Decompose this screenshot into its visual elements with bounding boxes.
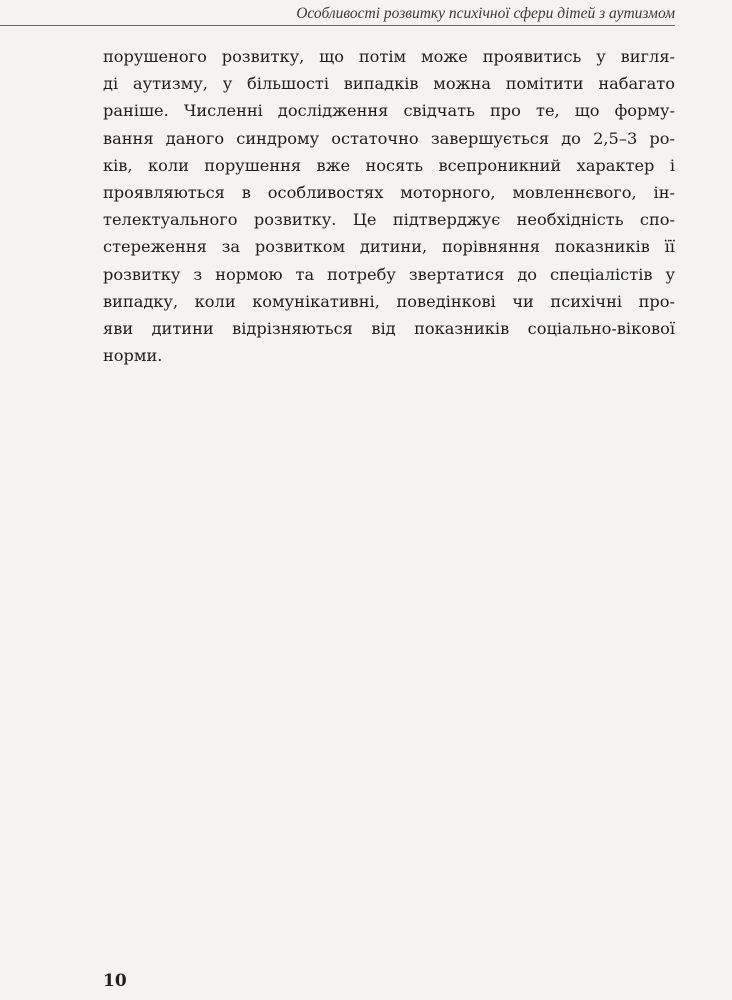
running-header xyxy=(0,0,675,28)
header-rule xyxy=(0,25,675,26)
paragraph-line: телектуального розвитку. Це підтверджує необхідність спо- xyxy=(103,210,675,230)
running-header-title: Особливості розвитку психічної сфери дітей з аутизмом xyxy=(296,5,675,22)
paragraph-line: стереження за розвитком дитини, порівняння показників її xyxy=(103,237,675,257)
paragraph-line: порушеного розвитку, що потім може проявитись у вигля- xyxy=(103,47,675,66)
paragraph-line: норми. xyxy=(103,346,163,366)
paragraph-line: вання даного синдрому остаточно завершується до 2,5–3 ро- xyxy=(103,128,675,148)
paragraph-line: яви дитини відрізняються від показників соціально-вікової xyxy=(103,319,675,339)
paragraph-line: випадку, коли комунікативні, поведінкові чи психічні про- xyxy=(103,291,675,311)
page-number: 10 xyxy=(103,971,127,991)
paragraph-line: проявляються в особливостях моторного, мовленнєвого, ін- xyxy=(103,183,675,203)
paragraph-line: ків, коли порушення вже носять всепроникний характер і xyxy=(103,155,675,175)
paragraph-line: ді аутизму, у більшості випадків можна помітити набагато xyxy=(103,74,675,94)
paragraph-line: розвитку з нормою та потребу звертатися до спеціалістів у xyxy=(103,264,675,284)
body-paragraph xyxy=(103,43,675,369)
paragraph-line: раніше. Численні дослідження свідчать про те, що форму- xyxy=(103,101,675,121)
